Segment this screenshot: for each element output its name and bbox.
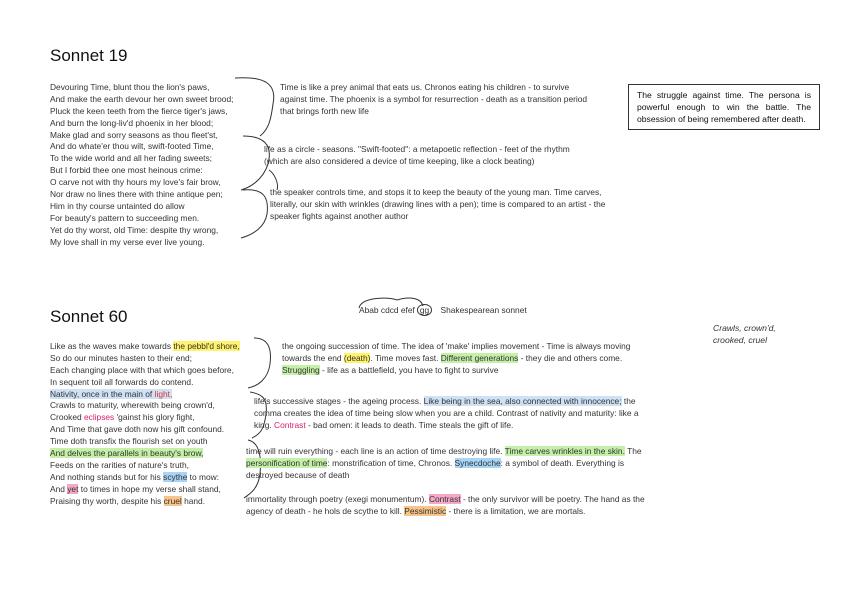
- poem-line: And make the earth devour her own sweet brood;: [50, 93, 234, 104]
- poem-line: Make glad and sorry seasons as thou fleet'st,: [50, 129, 218, 140]
- poem-line: Yet do thy worst, old Time: despite thy wrong,: [50, 224, 219, 235]
- poem-line: And do whate'er thou wilt, swift-footed Time,: [50, 141, 214, 152]
- poem-line: Pluck the keen teeth from the fierce tiger's jaws,: [50, 105, 228, 116]
- poem-line: Praising thy worth, despite his cruel hand.: [50, 495, 206, 506]
- poem-line: And yet to times in hope my verse shall stand,: [50, 483, 221, 494]
- poem-line: And nothing stands but for his scythe to mow:: [50, 471, 220, 482]
- sonnet60-title: Sonnet 60: [50, 307, 128, 326]
- sonnet60-note-4: immortality through poetry (exegi monumentum). Contrast - the only survivor will be poetry. The hand as the agency of death - he hols de scythe to kill. Pessimistic - there is a limitation, we are mortals.: [246, 494, 645, 516]
- poem-line: But I forbid thee one most heinous crime:: [50, 165, 203, 176]
- poem-line: Nativity, once in the main of light,: [50, 388, 173, 399]
- poem-line: To the wide world and all her fading sweets;: [50, 153, 213, 164]
- sonnet19-note-3: the speaker controls time, and stops it to keep the beauty of the young man. Time carves, literally, our skin with wrinkles (drawing lines with a pen); time is compared to an artist - the speaker fights against another author: [270, 187, 606, 221]
- rhyme-scheme-label: Shakespearean sonnet: [440, 305, 527, 315]
- poem-line: Each changing place with that which goes before,: [50, 364, 234, 375]
- sonnet60-note-1: the ongoing succession of time. The idea of 'make' implies movement - Time is always moving towards the end (death). Time moves fast. Different generations - they die and others come. Struggling - life as a battlefield, you have to fight to survive: [282, 341, 631, 375]
- poem-line: In sequent toil all forwards do contend.: [50, 376, 194, 387]
- poem-line: Like as the waves make towards the pebbl'd shore,: [50, 341, 240, 351]
- poem-line: Time doth transfix the flourish set on youth: [50, 436, 208, 447]
- poem-line: And delves the parallels in beauty's brow,: [50, 448, 204, 459]
- poem-line: For beauty's pattern to succeeding men.: [50, 212, 200, 223]
- rhyme-arcs: [355, 296, 435, 310]
- rhyme-scheme-main: Abab cdcd efef: [359, 305, 415, 315]
- poem-line: Feeds on the rarities of nature's truth,: [50, 459, 189, 470]
- sonnet19-title: Sonnet 19: [50, 46, 128, 65]
- sonnet19-note-2: life as a circle - seasons. "Swift-footed": a metapoetic reflection - feet of the rhythm (which are also considered a device of time keeping, like a clock beating): [264, 144, 570, 166]
- sonnet19-note-1: Time is like a prey animal that eats us. Chronos eating his children - to survive against time. The phoenix is a symbol for resurrection - death as a transition period that brings forth new life: [280, 82, 588, 116]
- sonnet60-poem: [50, 341, 240, 507]
- poem-line: Crawls to maturity, wherewith being crown'd,: [50, 400, 215, 411]
- sonnet60-note-2: life's successive stages - the ageing process. Like being in the sea, also connected with innocence; the comma creates the idea of time being slow when you are a child. Contrast of nativity and maturity: like a king. Contrast - bad omen: it leads to death. Time steals the gift of life.: [254, 396, 639, 430]
- poem-line: So do our minutes hasten to their end;: [50, 352, 192, 363]
- poem-line: And burn the long-liv'd phoenix in her blood;: [50, 117, 214, 128]
- sonnet60-note-3: time will ruin everything - each line is an action of time destroying life. Time carves wrinkles in the skin. The personification of time: monstrification of time, Chronos. Synecdoche: a symbol of death. Everything is destroyed because of death: [246, 446, 642, 480]
- sonnet19-poem: [50, 82, 233, 248]
- highlight: the pebbl'd shore,: [173, 341, 240, 351]
- rhyme-scheme-couplet: gg: [417, 304, 432, 316]
- bracket-marks: [225, 74, 285, 274]
- poem-line: Devouring Time, blunt thou the lion's paws,: [50, 82, 210, 92]
- poem-line: Crooked eclipses 'gainst his glory fight,: [50, 412, 195, 423]
- poem-line: O carve not with thy hours my love's fair brow,: [50, 177, 221, 188]
- poem-line: Him in thy course untainted do allow: [50, 200, 185, 211]
- poem-line: Nor draw no lines there with thine antique pen;: [50, 189, 223, 200]
- poem-line: And Time that gave doth now his gift confound.: [50, 424, 225, 435]
- sonnet60-side-note: Crawls, crown'd, crooked, cruel: [713, 323, 776, 345]
- poem-line: My love shall in my verse ever live young.: [50, 236, 205, 247]
- summary-box: The struggle against time. The persona is powerful enough to win the battle. The obsession of being remembered after death.: [628, 84, 820, 130]
